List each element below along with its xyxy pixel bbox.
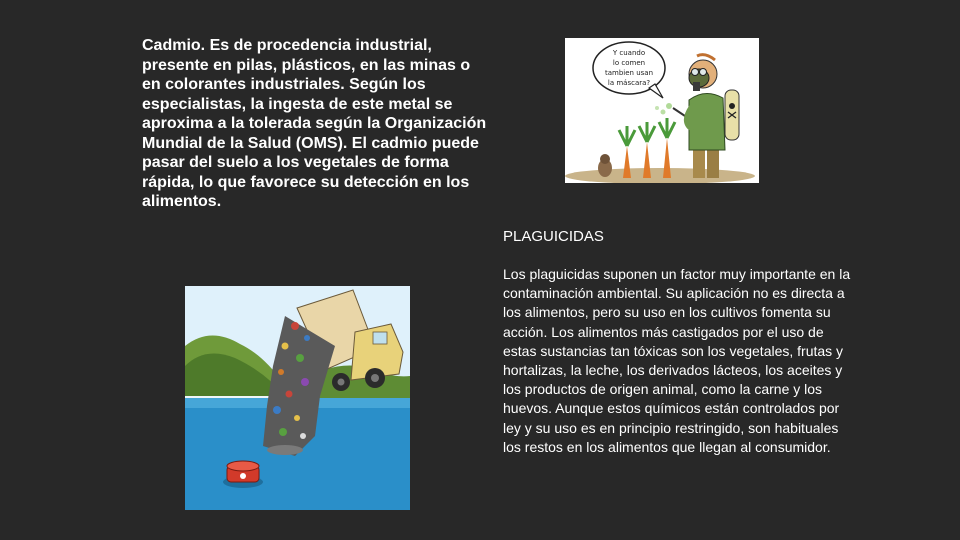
pesticide-cartoon-drawing — [565, 38, 759, 183]
red-barrel — [223, 461, 263, 488]
speech-line-1: Y cuando — [612, 49, 646, 57]
dump-truck-drawing — [185, 286, 410, 510]
speech-line-3: tambien usan — [604, 69, 654, 77]
speech-line-2: lo comen — [612, 59, 646, 67]
plaguicidas-heading: PLAGUICIDAS — [503, 228, 604, 245]
dump-truck-image — [185, 286, 410, 510]
cadmio-paragraph: Cadmio. Es de procedencia industrial, presente en pilas, plásticos, en las minas o en colorantes industriales. Según los especialistas, la ingesta de este metal se aproxima a la tolerada según la Organización Mundial de la Salud (OMS). El cadmio puede pasar del suelo a los vegetales de forma rápida, lo que favorece su detección en los alimentos. — [142, 37, 487, 210]
plaguicidas-paragraph: Los plaguicidas suponen un factor muy importante en la contaminación ambiental. Su aplicación no es directa a los alimentos, pero su uso en los cultivos fomenta su acción. Los alimentos más castigados por el uso de estas sustancias tan tóxicas son los vegetales, frutas y hortalizas, la leche, los derivados lácteos, los aceites y los productos de origen animal, como la carne y los huevos. Aunque estos químicos están controlados por ley y su uso es en principio restringido, son habituales los restos en los alimentos que llegan al consumidor. — [503, 266, 851, 455]
pesticide-cartoon-image — [565, 38, 759, 183]
speech-line-4: la máscara? — [607, 79, 651, 87]
